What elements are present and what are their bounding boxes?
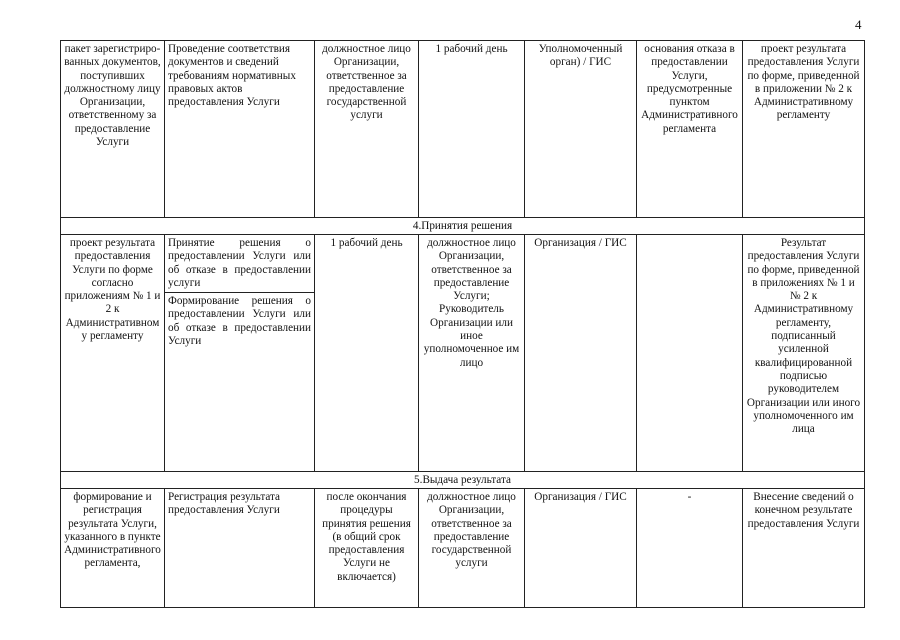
- criteria-cell: [637, 235, 743, 472]
- basis-cell: пакет зарегистриро-ванных документов, поступивших должностному лицу Организации, ответственному за предоставление Услуги: [61, 41, 165, 218]
- responsible-cell: должностное лицо Организации, ответственное за предоставление Услуги; Руководитель Организации или иное уполномоченное им лицо: [419, 235, 525, 472]
- responsible-cell: должностное лицо Организации, ответственное за предоставление государственной услуги: [419, 489, 525, 608]
- action-cell: Проведение соответствия документов и сведений требованиям нормативных правовых актов предоставления Услуги: [165, 41, 315, 218]
- basis-cell: формирование и регистрация результата Услуги, указанного в пункте Административного регламента,: [61, 489, 165, 608]
- term-cell: после окончания процедуры принятия решения (в общий срок предоставления Услуги не включается): [315, 489, 419, 608]
- section-title-issuance: 5.Выдача результата: [61, 472, 865, 489]
- criteria-cell: -: [637, 489, 743, 608]
- table-row: [61, 489, 865, 608]
- term-cell: 1 рабочий день: [419, 41, 525, 218]
- term-cell: 1 рабочий день: [315, 235, 419, 472]
- result-cell: Внесение сведений о конечном результате предоставления Услуги: [743, 489, 865, 608]
- place-cell: Организация / ГИС: [525, 489, 637, 608]
- result-cell: проект результата предоставления Услуги по форме, приведенной в приложении № 2 к Административному регламенту: [743, 41, 865, 218]
- procedure-table: [60, 40, 865, 608]
- action-decision-text: Принятие решения о предоставлении Услуги или об отказе в предоставлении услуги: [168, 237, 311, 289]
- table-row: [61, 235, 865, 472]
- criteria-cell: основания отказа в предоставлении Услуги, предусмотренные пунктом Административного регламента: [637, 41, 743, 218]
- result-cell: Результат предоставления Услуги по форме, приведенной в приложениях № 1 и № 2 к Административному регламенту, подписанный усиленной квалифицированной подписью руководителем Организации или иного уполномоченного им лица: [743, 235, 865, 472]
- section-header-row: [61, 472, 865, 489]
- action-forming-text: Формирование решения о предоставлении Услуги или об отказе в предоставлении Услуги: [165, 292, 314, 350]
- page-number: 4: [855, 17, 862, 32]
- basis-cell: проект результата предоставления Услуги по форме согласно приложениям № 1 и 2 к Административному регламенту: [61, 235, 165, 472]
- responsible-cell: должностное лицо Организации, ответственное за предоставление государственной услуги: [315, 41, 419, 218]
- place-cell: Уполномоченный орган) / ГИС: [525, 41, 637, 218]
- section-title-decision: 4.Принятия решения: [61, 218, 865, 235]
- table-row: [61, 41, 865, 218]
- action-cell: Регистрация результата предоставления Услуги: [165, 489, 315, 608]
- action-cell: [165, 235, 315, 472]
- place-cell: Организация / ГИС: [525, 235, 637, 472]
- section-header-row: [61, 218, 865, 235]
